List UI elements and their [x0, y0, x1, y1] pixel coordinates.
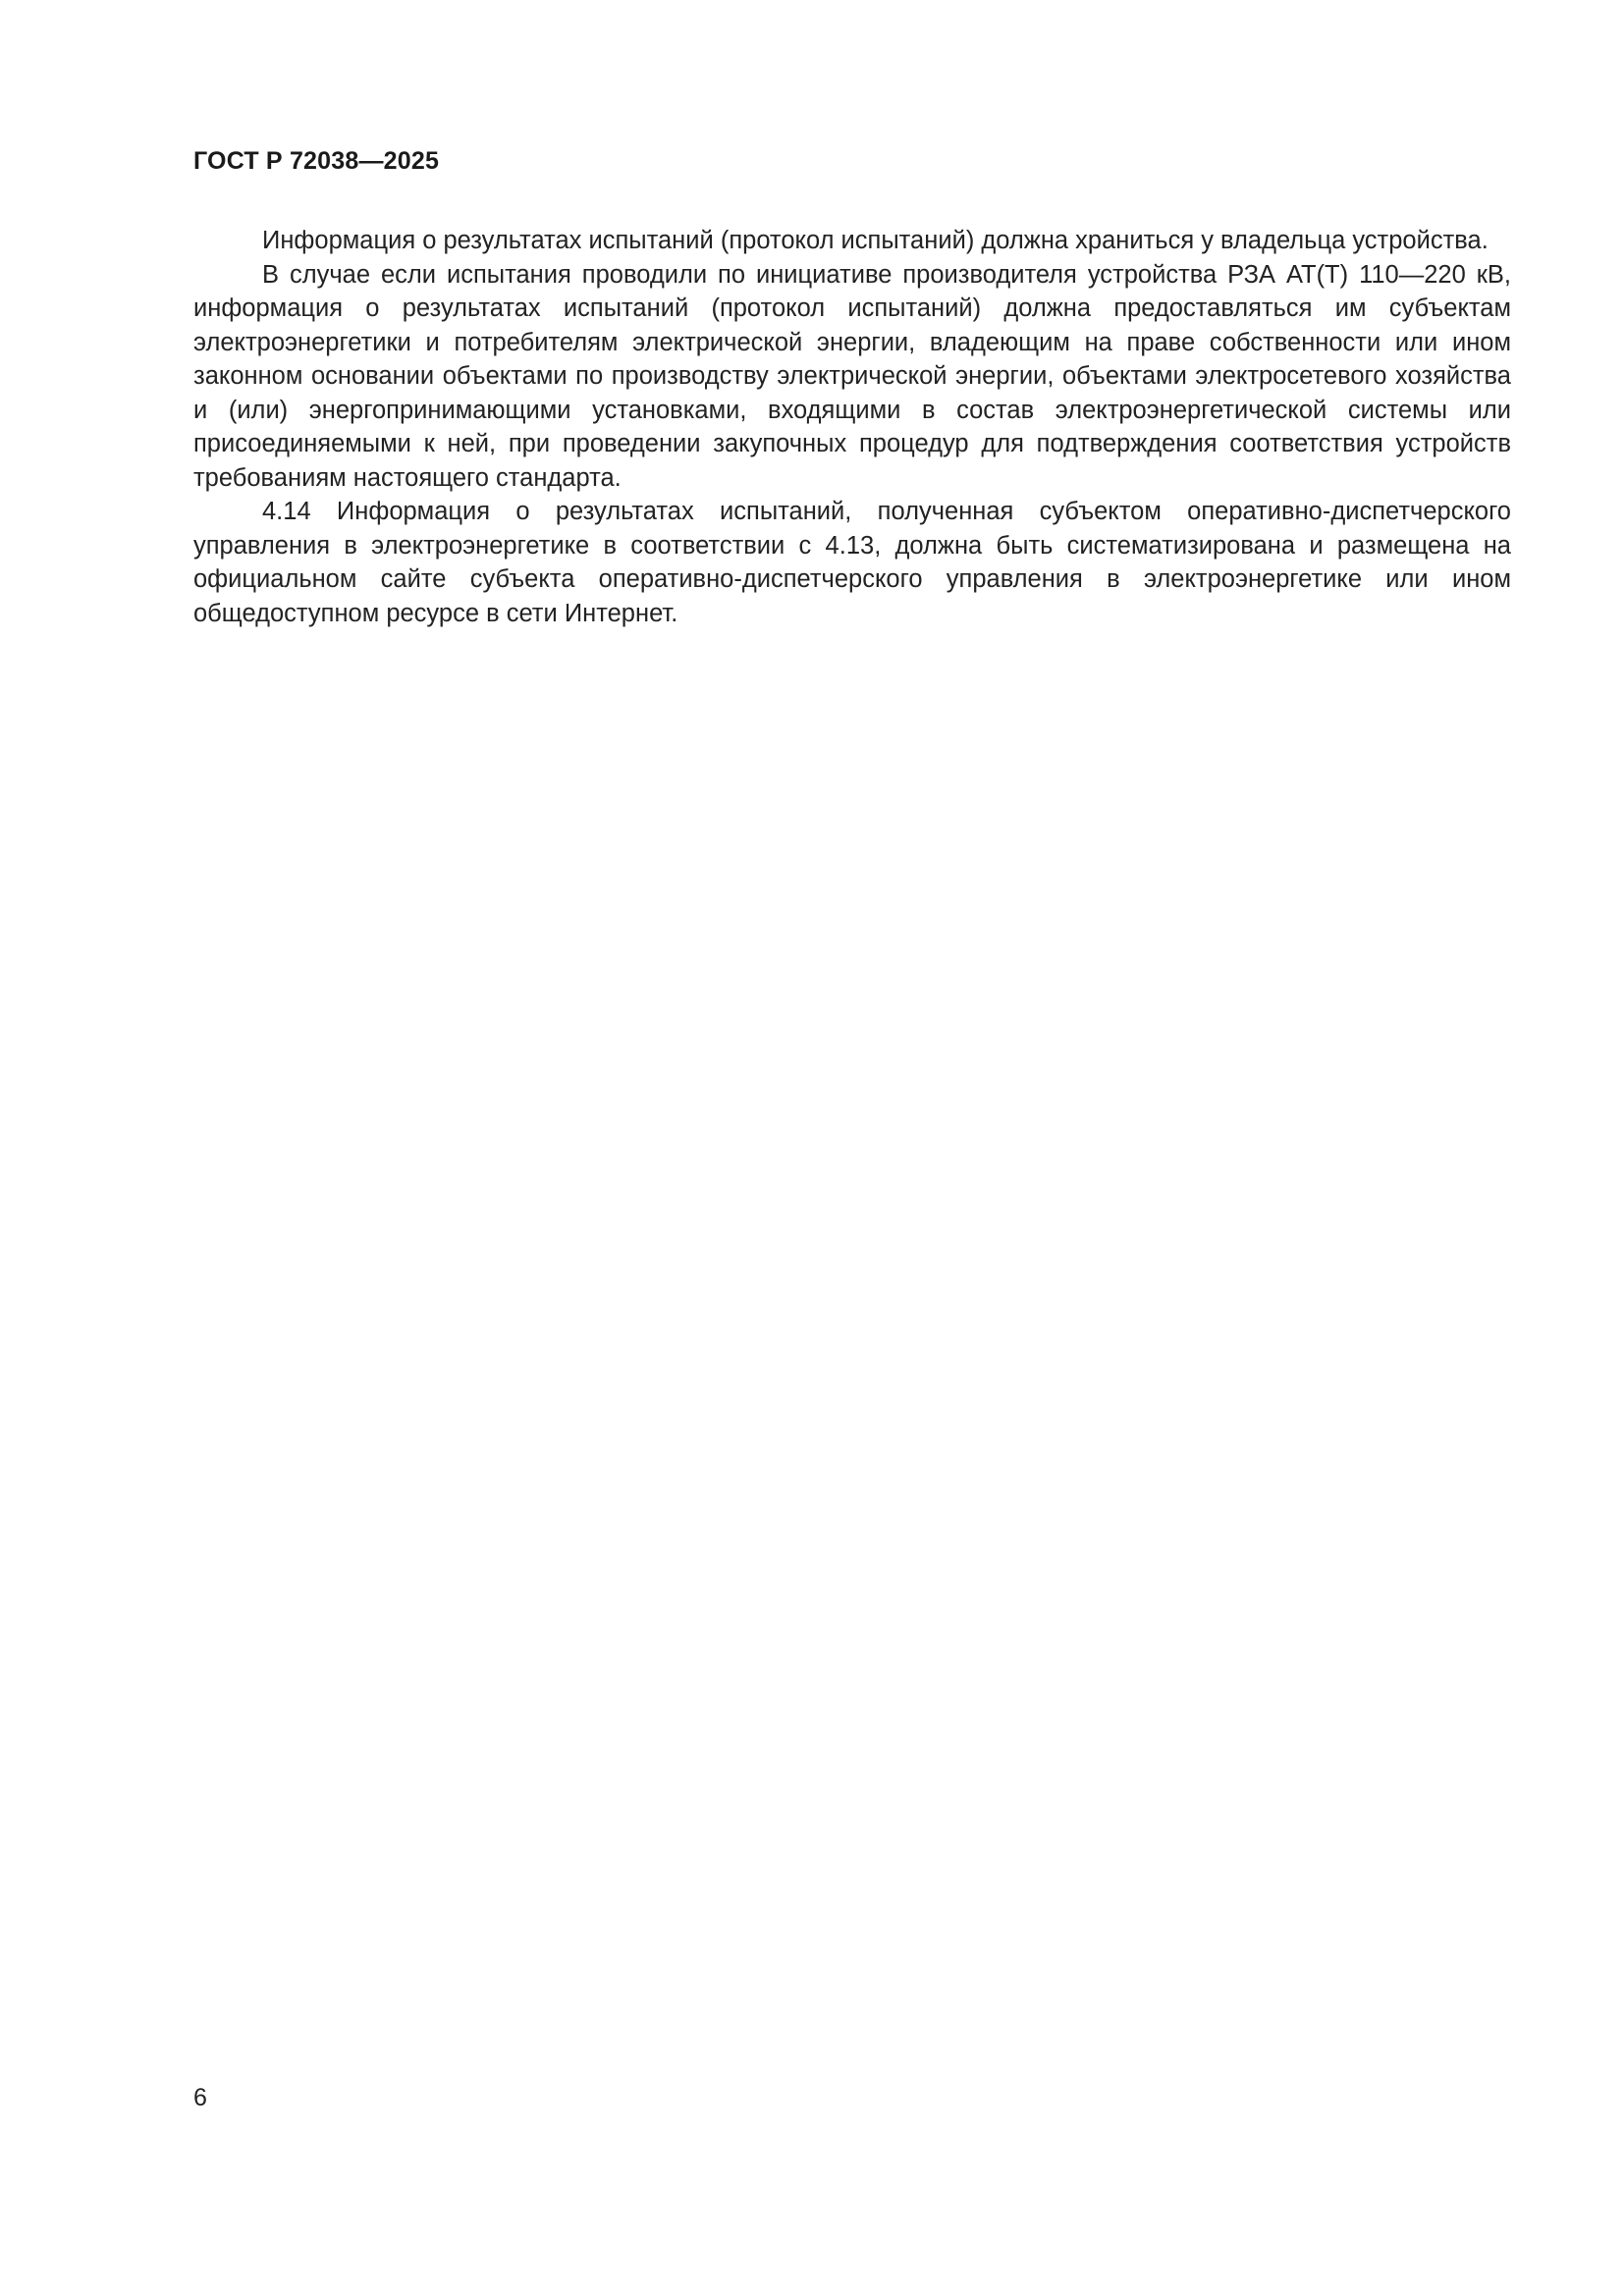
paragraph-test-results-storage: Информация о результатах испытаний (протокол испытаний) должна храниться у владельца устройства. [262, 227, 1489, 254]
page-number: 6 [193, 2084, 207, 2111]
standard-header: ГОСТ Р 72038—2025 [193, 147, 440, 175]
paragraph-clause-4-14: 4.14 Информация о результатах испытаний, полученная субъектом оперативно-диспетчерского управления в электроэнергетике в соответствии с 4.13, должна быть систематизирована и размещена на официальном сайте субъекта оперативно-диспетчерского управления в электроэнергетике или ином общедоступном ресурсе в сети Интернет. [193, 498, 1511, 627]
paragraph-manufacturer-initiative: В случае если испытания проводили по инициативе производителя устройства РЗА АТ(Т) 110—220 кВ, информация о результатах испытаний (протокол испытаний) должна предоставляться им субъектам электроэнергетики и потребителям электрической энергии, владеющим на праве собственности или ином законном основании объектами по производству электрической энергии, объектами электросетевого хозяйства и (или) энергопринимающими установками, входящими в состав электроэнергетической системы или присоединяемыми к ней, при проведении закупочных процедур для подтверждения соответствия устройств требованиям настоящего стандарта. [193, 260, 1511, 492]
body-text [193, 224, 1511, 630]
